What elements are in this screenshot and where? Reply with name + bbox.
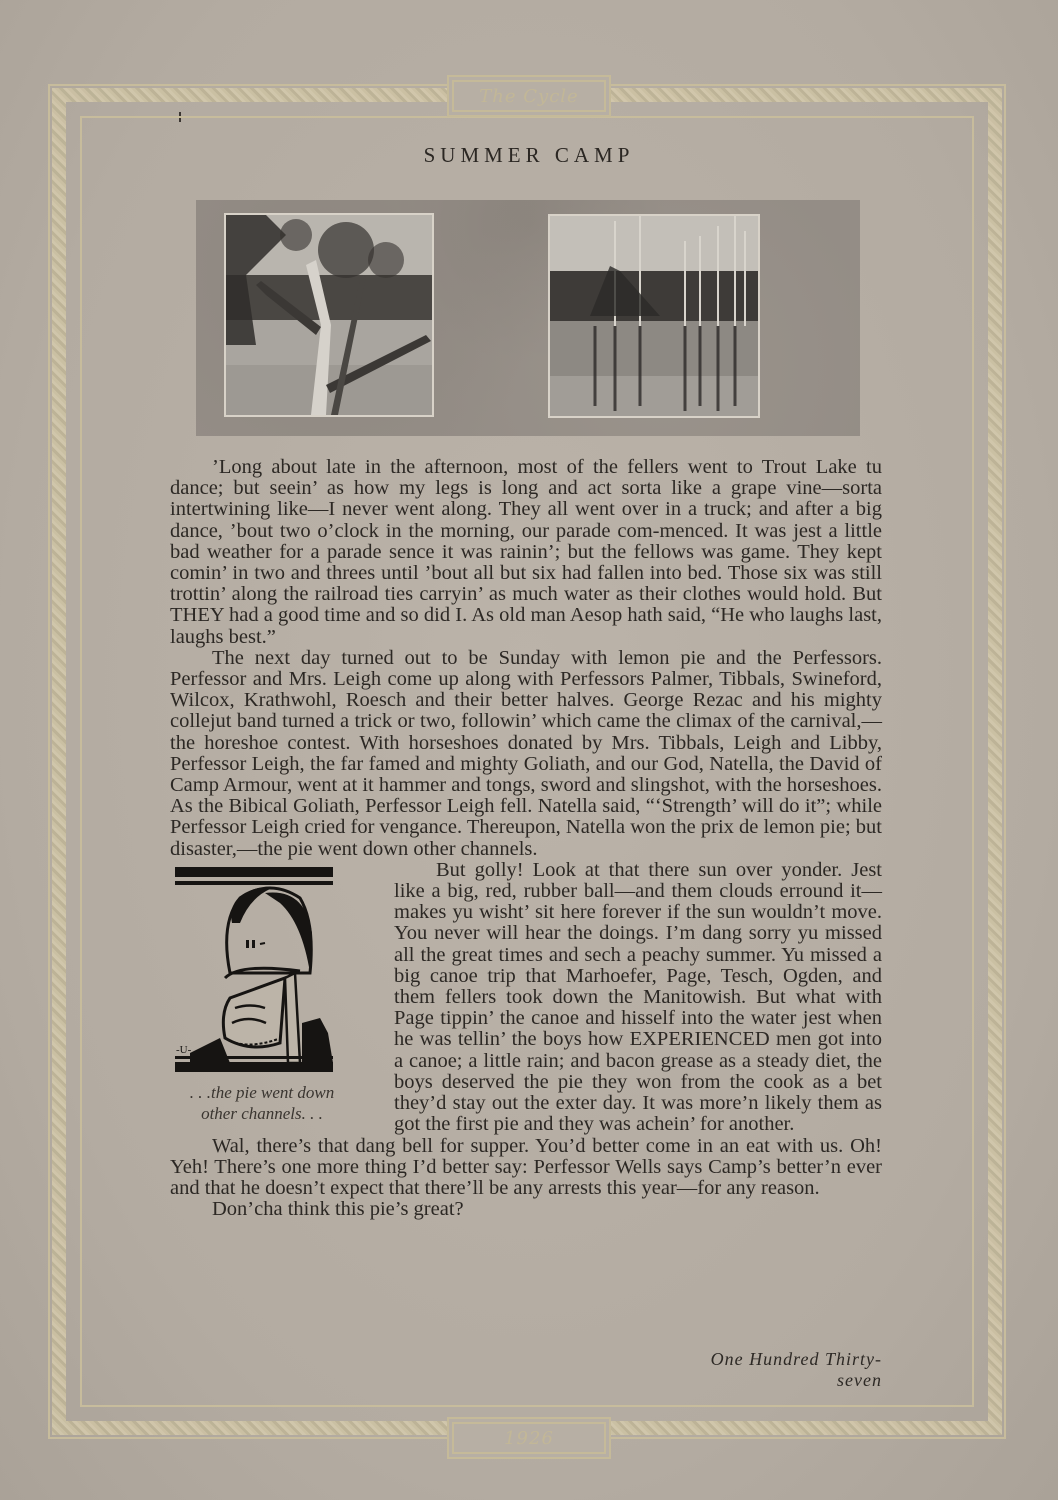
article-body — [170, 457, 882, 1220]
caption-line-2: other channels. . . — [201, 1103, 323, 1123]
page-number: One Hundred Thirty-seven — [710, 1349, 882, 1390]
photo-panel — [196, 200, 860, 436]
header-cartouche — [452, 80, 606, 112]
page-title: SUMMER CAMP — [423, 143, 635, 167]
yearbook-title: The Cycle — [479, 85, 579, 107]
caption-line-1: . . .the pie went down — [189, 1082, 335, 1102]
yearbook-year: 1926 — [504, 1427, 554, 1449]
paragraph-1: ’Long about late in the afternoon, most of the fellers went to Trout Lake tu dance; but seein’ as how my legs is long and act sorta like a grape vine—sorta intertwining like—I never went along. They all went over in a truck; and after a big dance, ’bout two o’clock in the morning, our parade com-menced. It was jest a little bad weather for a parade sence it was rainin’; but the fellows was game. They kept comin’ in two and threes until ’bout all but six had fallen into bed. Those six was still trottin’ along the railroad ties carryin’ as much water as their clothes would hold. But THEY had a good time and so did I. As old man Aesop hath said, “He who laughs last, laughs best.” — [170, 456, 882, 648]
lakeshore-tree-photo — [224, 213, 434, 417]
cartoon-illustration — [170, 863, 354, 1131]
cartoon-man-eating-pie — [170, 863, 354, 1075]
illustrated-section — [170, 860, 882, 1136]
footer-cartouche — [452, 1422, 606, 1454]
paragraph-2: The next day turned out to be Sunday with lemon pie and the Perfessors. Perfessor and Mrs. Leigh come up along with Perfessors Palmer, Tibbals, Swineford, Wilcox, Krathwohl, Roesch and their better halves. George Rezac and his mighty collejut band turned a trick or two, followin’ which came the climax of the carnival,—the horeshoe contest. With horseshoes donated by Mrs. Tibbals, Leigh and Libby, Perfessor Leigh, the far famed and mighty Goliath, and our God, Natella, the David of Camp Armour, went at it hammer and tongs, sword and slingshot, with the horseshoes. As the Bibical Goliath, Perfessor Leigh fell. Natella said, “‘Strength’ will do it”; while Perfessor Leigh cried for vengance. Thereupon, Natella won the prix de lemon pie; but disaster,—the pie went down other channels. — [170, 646, 882, 860]
cartoon-caption — [170, 1082, 354, 1124]
paragraph-3: But golly! Look at that there sun over yonder. Jest like a big, red, rubber ball—and them clouds erround it—makes yu wisht’ sit here forever if the sun wouldn’t move. You never will hear the doings. I’m dang sorry yu missed all the great times and sech a peachy summer. Yu missed a big canoe trip that Marhoefer, Page, Tesch, Ogden, and them fellers took down the Manitowish. But what with Page tippin’ the canoe and hisself into the water jest when he was tellin’ the boys how EXPERIENCED men got into a canoe; a little rain; and bacon grease as a steady diet, the boys deserved the pie they won from the cook as a bet they’d stay out the exter day. It was more’n likely them as got the first pie and they was achein’ for another. — [394, 858, 882, 1136]
paragraph-4: Wal, there’s that dang bell for supper. You’d better come in an eat with us. Oh! Yeh! There’s one more thing I’d better say: Perfessor Wells says Camp’s better’n ever and that he doesn’t expect that there’ll be any arrests this year—for any reason. — [170, 1134, 882, 1199]
paragraph-5: Don’cha think this pie’s great? — [212, 1198, 464, 1221]
artist-signature: -U- — [176, 1043, 192, 1056]
dead-trees-in-water-photo — [548, 214, 760, 418]
